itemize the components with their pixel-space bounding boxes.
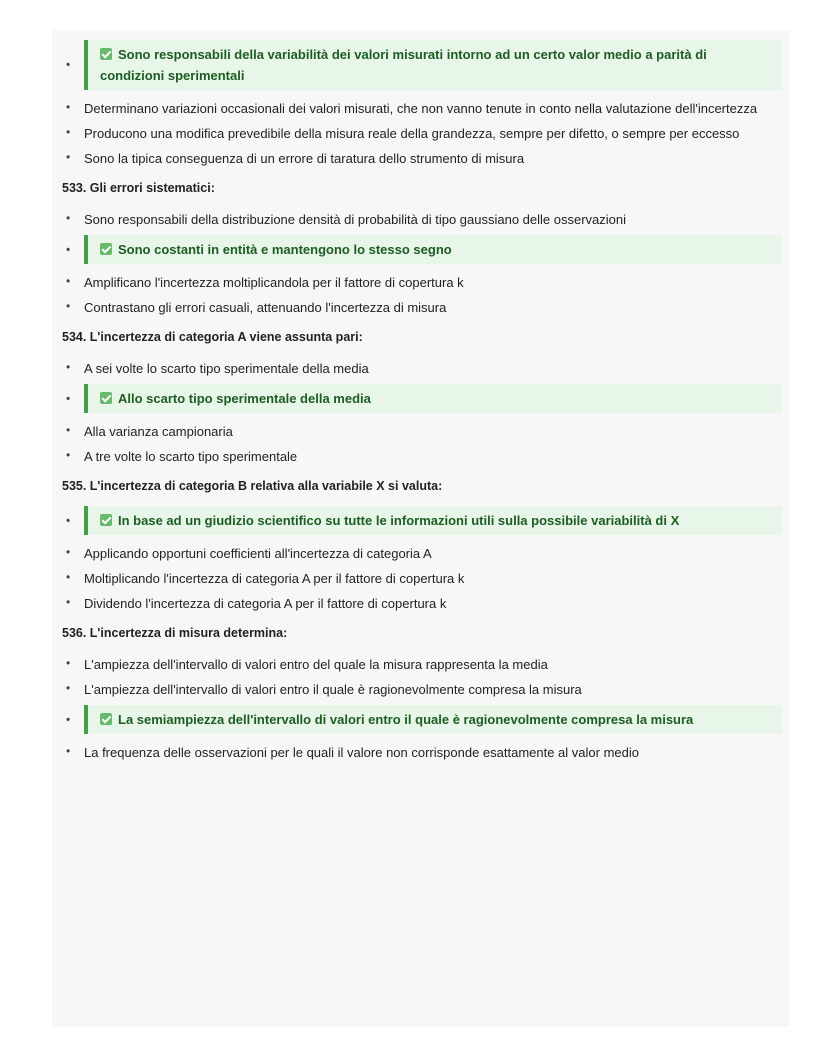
answer-option: [62, 592, 782, 615]
question-heading: 536. L'incertezza di misura determina:: [62, 626, 288, 640]
correct-answer-box: [84, 705, 782, 734]
answer-text: L'ampiezza dell'intervallo di valori entro del quale la misura rappresenta la media: [84, 657, 548, 672]
answer-list: [62, 506, 782, 615]
answer-option: [62, 271, 782, 294]
quiz-content: [52, 30, 790, 764]
answer-option: [62, 420, 782, 443]
answer-text: In base ad un giudizio scientifico su tutte le informazioni utili sulla possibile variabilità di X: [118, 513, 680, 528]
answer-option: [62, 445, 782, 468]
answer-option-correct: [62, 40, 782, 90]
answer-text: A sei volte lo scarto tipo sperimentale della media: [84, 361, 369, 376]
correct-answer-box: [84, 506, 782, 535]
check-box-icon: [100, 514, 112, 526]
answer-option: [62, 147, 782, 170]
answer-text: Sono la tipica conseguenza di un errore di taratura dello strumento di misura: [84, 151, 525, 166]
answer-list: [62, 653, 782, 764]
answer-text: Contrastano gli errori casuali, attenuando l'incertezza di misura: [84, 300, 447, 315]
answer-text: Sono costanti in entità e mantengono lo stesso segno: [118, 242, 452, 257]
answer-option: [62, 678, 782, 701]
answer-text: Sono responsabili della distribuzione densità di probabilità di tipo gaussiano delle osservazioni: [84, 212, 627, 227]
answer-text: Allo scarto tipo sperimentale della media: [118, 391, 371, 406]
answer-list: [62, 357, 782, 468]
answer-option-correct: [62, 705, 782, 734]
answer-list: [62, 40, 782, 170]
answer-option-correct: [62, 506, 782, 535]
answer-text: L'ampiezza dell'intervallo di valori entro il quale è ragionevolmente compresa la misura: [84, 682, 582, 697]
answer-text: A tre volte lo scarto tipo sperimentale: [84, 449, 298, 464]
answer-text: Moltiplicando l'incertezza di categoria A per il fattore di copertura k: [84, 571, 465, 586]
question-heading: 534. L'incertezza di categoria A viene assunta pari:: [62, 330, 363, 344]
answer-option: [62, 542, 782, 565]
answer-text: La semiampiezza dell'intervallo di valori entro il quale è ragionevolmente compresa la misura: [118, 712, 694, 727]
question-heading: 533. Gli errori sistematici:: [62, 181, 215, 195]
answer-option: [62, 122, 782, 145]
answer-option: [62, 208, 782, 231]
answer-option: [62, 296, 782, 319]
answer-option: [62, 741, 782, 764]
answer-option: [62, 357, 782, 380]
answer-text: Applicando opportuni coefficienti all'incertezza di categoria A: [84, 546, 432, 561]
check-box-icon: [100, 48, 112, 60]
answer-text: Determinano variazioni occasionali dei valori misurati, che non vanno tenute in conto nella valutazione dell'incertezza: [84, 101, 758, 116]
answer-text: Alla varianza campionaria: [84, 424, 233, 439]
answer-text: La frequenza delle osservazioni per le quali il valore non corrisponde esattamente al valor medio: [84, 745, 639, 760]
answer-text: Sono responsabili della variabilità dei valori misurati intorno ad un certo valor medio a parità di condizioni sperimentali: [100, 47, 707, 83]
check-box-icon: [100, 713, 112, 725]
answer-option: [62, 653, 782, 676]
correct-answer-box: [84, 235, 782, 264]
question-heading: 535. L'incertezza di categoria B relativa alla variabile X si valuta:: [62, 479, 443, 493]
check-box-icon: [100, 392, 112, 404]
check-box-icon: [100, 243, 112, 255]
answer-text: Producono una modifica prevedibile della misura reale della grandezza, sempre per difetto, o sempre per eccesso: [84, 126, 740, 141]
answer-list: [62, 208, 782, 319]
answer-text: Dividendo l'incertezza di categoria A per il fattore di copertura k: [84, 596, 447, 611]
correct-answer-box: [84, 384, 782, 413]
answer-option: [62, 97, 782, 120]
answer-option-correct: [62, 235, 782, 264]
correct-answer-box: [84, 40, 782, 90]
answer-option-correct: [62, 384, 782, 413]
answer-text: Amplificano l'incertezza moltiplicandola per il fattore di copertura k: [84, 275, 464, 290]
quiz-page: [52, 30, 790, 1027]
answer-option: [62, 567, 782, 590]
